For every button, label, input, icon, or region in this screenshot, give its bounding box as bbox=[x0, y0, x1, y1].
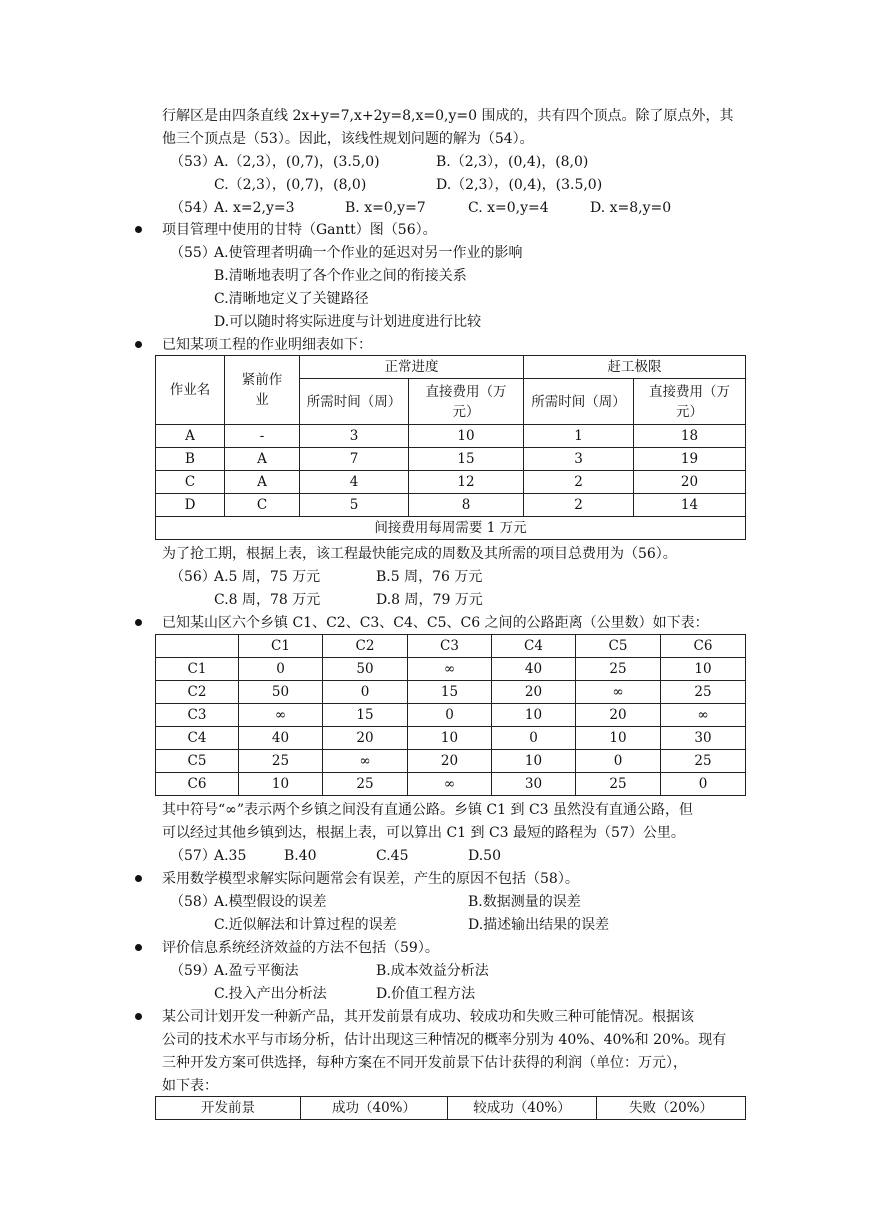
table-row: C3 ∞ 15 0 10 20 ∞ bbox=[156, 704, 746, 727]
decision-table bbox=[155, 1096, 746, 1120]
distance-text-line-1: 其中符号“∞”表示两个乡镇之间没有直通公路。乡镇 C1 到 C3 虽然没有直通公路，但 bbox=[162, 802, 694, 818]
table-footer: 间接费用每周需要 1 万元 bbox=[156, 517, 746, 540]
header-normal-time: 所需时间（周） bbox=[300, 379, 409, 425]
question-58-row-1 bbox=[170, 892, 670, 912]
lp-text-line-2: 他三个顶点是（53）。因此，该线性规划问题的解为（54）。 bbox=[162, 131, 534, 147]
option-a: A.盈亏平衡法 bbox=[214, 963, 299, 979]
option-b: B.清晰地表明了各个作业之间的衔接关系 bbox=[214, 268, 467, 284]
question-number: （53） bbox=[170, 154, 216, 170]
bullet-icon bbox=[135, 944, 142, 951]
header-normal: 正常进度 bbox=[300, 356, 524, 379]
lp-text-line-1: 行解区是由四条直线 2x+y=7,x+2y=8,x=0,y=0 围成的，共有四个顶点。除了原点外，其 bbox=[162, 108, 734, 124]
question-number: （56） bbox=[170, 569, 216, 585]
header-crash: 赶工极限 bbox=[524, 356, 746, 379]
option-d: D.描述输出结果的误差 bbox=[468, 917, 610, 933]
question-59-row-1 bbox=[170, 961, 570, 981]
option-a: A.5 周，75 万元 bbox=[214, 569, 321, 585]
option-d: D.（2,3），(0,4)，(3.5,0) bbox=[436, 177, 603, 193]
table-row: C6 10 25 ∞ 30 25 0 bbox=[156, 773, 746, 796]
option-c: C. x=0,y=4 bbox=[468, 200, 549, 216]
option-d: D.8 周，79 万元 bbox=[376, 592, 483, 608]
decision-text-line-3: 三种开发方案可供选择，每种方案在不同开发前景下估计获得的利润（单位：万元）， bbox=[162, 1055, 687, 1071]
question-number: （59） bbox=[170, 963, 216, 979]
distance-text-line-2: 可以经过其他乡镇到达，根据上表，可以算出 C1 到 C3 最短的路程为（57）公里。 bbox=[162, 825, 685, 841]
project-table bbox=[155, 355, 746, 540]
distance-stem: 已知某山区六个乡镇 C1、C2、C3、C4、C5、C6 之间的公路距离（公里数）如下表： bbox=[162, 615, 709, 631]
table-row: A - 3 10 1 18 bbox=[156, 425, 746, 448]
header-job-name: 作业名 bbox=[156, 356, 225, 425]
option-c: C.8 周，78 万元 bbox=[214, 592, 321, 608]
project-question: 为了抢工期，根据上表，该工程最快能完成的周数及其所需的项目总费用为（56）。 bbox=[162, 546, 677, 562]
option-a: A.模型假设的误差 bbox=[214, 894, 327, 910]
option-a: A.35 bbox=[214, 848, 247, 864]
table-row: B A 7 15 3 19 bbox=[156, 448, 746, 471]
option-c: C.近似解法和计算过程的误差 bbox=[214, 917, 397, 933]
distance-table bbox=[155, 634, 746, 796]
table-row: C2 50 0 15 20 ∞ 25 bbox=[156, 681, 746, 704]
question-57-row bbox=[170, 846, 570, 866]
option-d: D. x=8,y=0 bbox=[590, 200, 672, 216]
table-row: C4 40 20 10 0 10 30 bbox=[156, 727, 746, 750]
header-predecessor: 紧前作 业 bbox=[225, 356, 300, 425]
option-c: C.投入产出分析法 bbox=[214, 986, 327, 1002]
table-row: C A 4 12 2 20 bbox=[156, 471, 746, 494]
table-header-row: C1 C2 C3 C4 C5 C6 bbox=[156, 635, 746, 658]
question-53-row-1 bbox=[170, 152, 589, 172]
table-row: D C 5 8 2 14 bbox=[156, 494, 746, 517]
bullet-icon bbox=[135, 226, 142, 233]
table-row: C1 0 50 ∞ 40 25 10 bbox=[156, 658, 746, 681]
option-b: B. x=0,y=7 bbox=[345, 200, 426, 216]
bullet-icon bbox=[135, 341, 142, 348]
option-c: C.清晰地定义了关键路径 bbox=[214, 291, 369, 307]
question-number: （57） bbox=[170, 848, 216, 864]
table-header-row: 开发前景 成功（40%） 较成功（40%） 失败（20%） bbox=[156, 1097, 746, 1120]
header-crash-time: 所需时间（周） bbox=[524, 379, 634, 425]
header-crash-cost: 直接费用（万 元） bbox=[634, 379, 746, 425]
option-a: A.使管理者明确一个作业的延迟对另一作业的影响 bbox=[214, 245, 523, 261]
question-56-row-1 bbox=[170, 567, 570, 587]
option-b: B.（2,3），(0,4)，(8,0) bbox=[436, 154, 589, 170]
decision-text-line-1: 某公司计划开发一种新产品，其开发前景有成功、较成功和失败三种可能情况。根据该 bbox=[162, 1009, 694, 1025]
option-a: A.（2,3），(0,7)，(3.5,0) bbox=[214, 154, 380, 170]
bullet-icon bbox=[135, 875, 142, 882]
question-55-row bbox=[170, 243, 523, 263]
option-d: D.可以随时将实际进度与计划进度进行比较 bbox=[214, 314, 482, 330]
gantt-stem: 项目管理中使用的甘特（Gantt）图（56）。 bbox=[162, 222, 437, 238]
option-b: B.5 周，76 万元 bbox=[376, 569, 483, 585]
decision-text-line-2: 公司的技术水平与市场分析，估计出现这三种情况的概率分别为 40%、40%和 20%。现有 bbox=[162, 1032, 727, 1048]
option-d: D.50 bbox=[468, 848, 501, 864]
option-a: A. x=2,y=3 bbox=[214, 200, 295, 216]
option-b: B.数据测量的误差 bbox=[468, 894, 581, 910]
option-c: C.45 bbox=[376, 848, 409, 864]
bullet-icon bbox=[135, 619, 142, 626]
header-normal-cost: 直接费用（万 元） bbox=[409, 379, 524, 425]
question-number: （58） bbox=[170, 894, 216, 910]
question-54-row bbox=[170, 198, 730, 218]
option-d: D.价值工程方法 bbox=[376, 986, 476, 1002]
model-stem: 采用数学模型求解实际问题常会有误差，产生的原因不包括（58）。 bbox=[162, 871, 579, 887]
question-number: （55） bbox=[170, 245, 216, 261]
option-c: C.（2,3），(0,7)，(8,0) bbox=[214, 177, 367, 193]
question-number: （54） bbox=[170, 200, 216, 216]
bullet-icon bbox=[135, 1013, 142, 1020]
table-row: C5 25 ∞ 20 10 0 25 bbox=[156, 750, 746, 773]
option-b: B.成本效益分析法 bbox=[376, 963, 489, 979]
decision-text-line-4: 如下表： bbox=[162, 1078, 218, 1094]
econ-stem: 评价信息系统经济效益的方法不包括（59）。 bbox=[162, 940, 439, 956]
option-b: B.40 bbox=[284, 848, 317, 864]
project-stem: 已知某项工程的作业明细表如下： bbox=[162, 337, 372, 353]
